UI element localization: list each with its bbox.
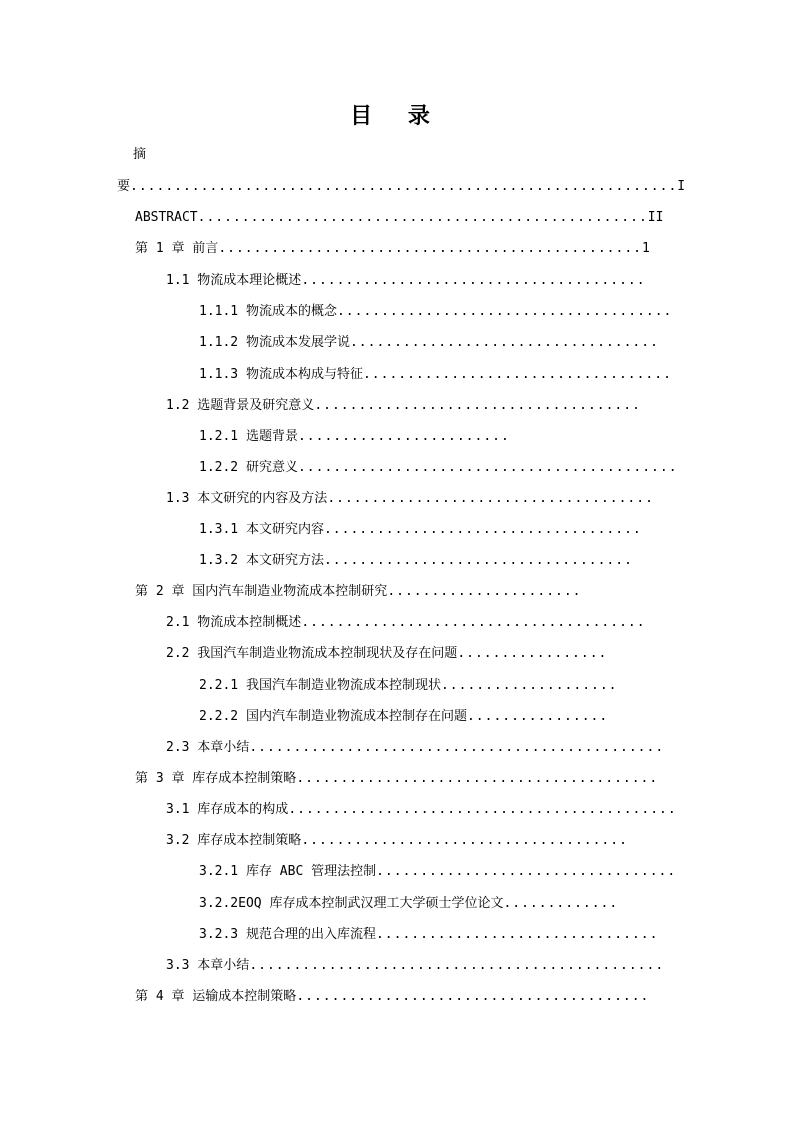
toc-entry-abstract-cn[interactable] [117, 176, 686, 198]
toc-leader-dots: ............................................ [288, 802, 677, 817]
toc-entry-section-2-2[interactable] [166, 643, 664, 665]
toc-entry-text: 2.2.2 国内汽车制造业物流成本控制存在问题 [199, 709, 467, 724]
toc-leader-dots: ................................... [362, 367, 672, 382]
toc-entry-text: 2.3 本章小结 [166, 740, 250, 755]
toc-entry-text: 1.2 选题背景及研究意义 [166, 398, 315, 413]
toc-entry-section-1-1-1[interactable] [199, 301, 674, 323]
toc-entry-section-3-1[interactable] [166, 799, 677, 821]
toc-entry-text: 1.1.2 物流成本发展学说 [199, 335, 350, 350]
toc-leader-dots: ................ [466, 709, 609, 724]
toc-entry-section-3-2-3[interactable] [199, 924, 664, 946]
toc-leader-dots: ................. [457, 646, 608, 661]
toc-entry-text: ABSTRACT [135, 210, 198, 225]
toc-entry-text: 第 2 章 国内汽车制造业物流成本控制研究 [135, 584, 388, 599]
toc-entry-section-2-3[interactable] [166, 737, 665, 759]
toc-page-number: II [647, 210, 664, 225]
toc-entry-section-1-1-3[interactable] [199, 364, 674, 386]
toc-entry-text: 第 1 章 前言 [135, 241, 219, 256]
toc-leader-dots: ....................................... [301, 273, 646, 288]
toc-leader-dots: ....................................... [301, 615, 646, 630]
toc-leader-dots: ................................ [375, 927, 659, 942]
toc-entry-text: 3.2.3 规范合理的出入库流程 [199, 927, 376, 942]
toc-entry-section-1-1[interactable] [166, 270, 650, 292]
toc-leader-dots: ............................................... [249, 958, 665, 973]
toc-entry-text: 3.2.1 库存 ABC 管理法控制 [199, 864, 377, 879]
toc-entry-text: 1.1 物流成本理论概述 [166, 273, 302, 288]
toc-leader-dots: ...................................... [336, 304, 673, 319]
toc-leader-dots: ................................................ [218, 241, 642, 256]
toc-entry-text: 1.3.1 本文研究内容 [199, 522, 324, 537]
toc-leader-dots: ............................................... [249, 740, 665, 755]
toc-leader-dots: ................................................... [197, 210, 648, 225]
toc-leader-dots: ..................................... [314, 398, 641, 413]
toc-leader-dots: ........................................... [297, 460, 678, 475]
toc-entry-text: 1.2.2 研究意义 [199, 460, 298, 475]
toc-entry-section-2-2-1[interactable] [199, 675, 664, 697]
toc-entry-section-3-2[interactable] [166, 830, 628, 852]
toc-entry-text: 2.2.1 我国汽车制造业物流成本控制现状 [199, 678, 441, 693]
toc-entry-text: 1.3 本文研究的内容及方法 [166, 491, 328, 506]
toc-entry-chapter-1[interactable] [135, 238, 665, 260]
toc-title: 目 录 [350, 104, 444, 129]
toc-entry-section-1-3-2[interactable] [199, 550, 655, 572]
toc-leader-dots: ........................................ [296, 989, 650, 1004]
toc-leader-dots: .................................... [323, 522, 642, 537]
toc-leader-dots: .................................. [376, 864, 677, 879]
toc-leader-dots: ...................... [387, 584, 582, 599]
toc-entry-text: 要 [117, 179, 131, 194]
toc-entry-chapter-3[interactable] [135, 768, 675, 790]
toc-page-number: 1 [642, 241, 650, 256]
toc-page-number: I [677, 179, 686, 194]
toc-entry-text: 1.3.2 本文研究方法 [199, 553, 324, 568]
toc-leader-dots: ..................................... [301, 833, 628, 848]
toc-leader-dots: .............................................................. [130, 179, 678, 194]
toc-entry-section-1-2-1[interactable] [199, 426, 510, 448]
toc-leader-dots: ........................ [297, 429, 510, 444]
toc-entry-text: 3.2 库存成本控制策略 [166, 833, 302, 848]
toc-leader-dots: ............. [503, 896, 619, 911]
toc-entry-section-2-1[interactable] [166, 612, 656, 634]
toc-leader-dots: ................................... [349, 335, 659, 350]
toc-entry-text: 第 4 章 运输成本控制策略 [135, 989, 297, 1004]
toc-leader-dots: ................................... [323, 553, 633, 568]
toc-entry-chapter-2[interactable] [135, 581, 630, 603]
toc-entry-section-3-2-1[interactable] [199, 861, 677, 883]
toc-entry-abstract-en[interactable] [135, 207, 665, 229]
toc-leader-dots: ..................................... [327, 491, 654, 506]
toc-leader-dots: .................... [440, 678, 618, 693]
toc-leader-dots: ......................................... [296, 771, 659, 786]
toc-entry-section-1-1-2[interactable] [199, 332, 669, 354]
toc-entry-text: 2.2 我国汽车制造业物流成本控制现状及存在问题 [166, 646, 458, 661]
toc-entry-section-2-2-2[interactable] [199, 706, 655, 728]
toc-entry-text: 1.2.1 选题背景 [199, 429, 298, 444]
toc-entry-text: 3.2.2EOQ 库存成本控制武汉理工大学硕士学位论文 [199, 896, 504, 911]
toc-entry-text: 1.1.1 物流成本的概念 [199, 304, 337, 319]
toc-entry-section-3-2-2[interactable] [199, 893, 674, 915]
toc-entry-text: 第 3 章 库存成本控制策略 [135, 771, 297, 786]
toc-entry-chapter-4[interactable] [135, 986, 655, 1008]
toc-entry-section-1-2[interactable] [166, 395, 674, 417]
toc-entry-section-1-3-1[interactable] [199, 519, 664, 541]
toc-entry-text: 1.1.3 物流成本构成与特征 [199, 367, 363, 382]
toc-entry-section-1-3[interactable] [166, 488, 669, 510]
toc-entry-text: 2.1 物流成本控制概述 [166, 615, 302, 630]
toc-entry-text: 3.3 本章小结 [166, 958, 250, 973]
toc-entry-section-3-3[interactable] [166, 955, 664, 977]
toc-entry-section-1-2-2[interactable] [199, 457, 678, 479]
toc-entry-text: 3.1 库存成本的构成 [166, 802, 289, 817]
toc-abstract-first-char: 摘 [133, 147, 147, 162]
